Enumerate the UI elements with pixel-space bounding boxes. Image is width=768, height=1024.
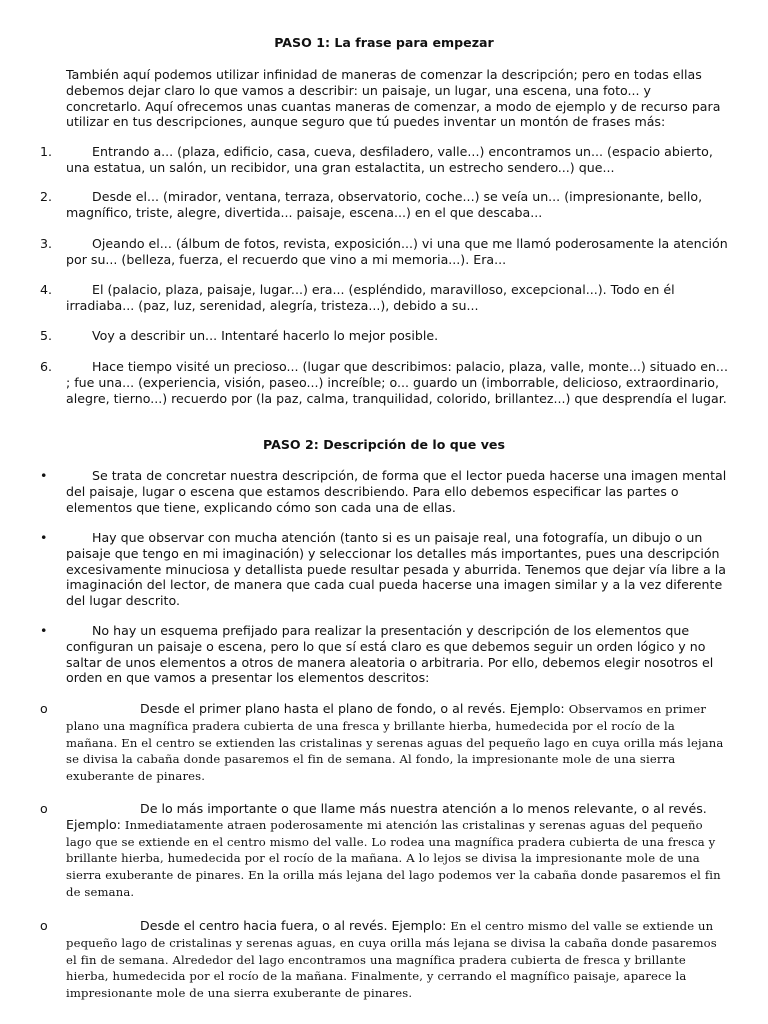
- sub-item-example: Observamos en primer plano una magnífica pradera cubierta de una fresca y brillante hierba, humedecida por el rocío de la mañana. En el centro se extienden las cristalinas y serenas aguas del pequeño lago en cuya orilla más lejana se divisa la cabaña donde pasaremos el fin de semana. Al fondo, la impresionante mole de una sierra exuberante de pinares.: [66, 702, 724, 784]
- sub-marker: o: [40, 701, 48, 716]
- bullet-text: Hay que observar con mucha atención (tanto si es un paisaje real, una fotografía, un dibujo o un paisaje que tengo en mi imaginación) y seleccionar los detalles más importantes, pues una descripción excesivamente minuciosa y detallista puede resultar pesada y aburrida. Tenemos que dejar vía libre a la imaginación del lector, de manera que cada cual pueda hacerse una imagen similar y a la vez diferente del lugar descrito.: [66, 530, 726, 609]
- sub-item-lead: Desde el centro hacia fuera, o al revés. Ejemplo:: [140, 918, 451, 933]
- list-number: 3.: [40, 236, 53, 251]
- bullet-text: Se trata de concretar nuestra descripción, de forma que el lector pueda hacerse una imagen mental del paisaje, lugar o escena que estamos describiendo. Para ello debemos especificar las partes o elementos que tiene, explicando cómo son cada una de ellas.: [66, 468, 727, 515]
- list-item-text: Desde el... (mirador, ventana, terraza, observatorio, coche...) se veía un... (impresionante, bello, magnífico, triste, alegre, divertida... paisaje, escena...) en el que descaba...: [66, 189, 703, 220]
- bullet-marker: •: [40, 468, 48, 483]
- bullet-marker: •: [40, 623, 48, 638]
- paso1-heading: PASO 1: La frase para empezar: [274, 35, 494, 50]
- sub-item-lead: Desde el primer plano hasta el plano de fondo, o al revés. Ejemplo:: [140, 701, 569, 716]
- list-item-text: Voy a describir un... Intentaré hacerlo lo mejor posible.: [92, 328, 439, 343]
- list-item-text: Entrando a... (plaza, edificio, casa, cueva, desfiladero, valle...) encontramos un... (espacio abierto, una estatua, un salón, un recibidor, una gran estalactita, un estrecho sendero...) que...: [66, 144, 713, 175]
- list-number: 6.: [40, 359, 53, 374]
- list-item-text: El (palacio, plaza, paisaje, lugar...) era... (espléndido, maravilloso, excepcional...). Todo en él irradiaba... (paz, luz, serenidad, alegría, tristeza...), debido a su...: [66, 282, 675, 313]
- bullet-text: No hay un esquema prefijado para realizar la presentación y descripción de los elementos que configuran un paisaje o escena, pero lo que sí está claro es que debemos seguir un orden lógico y no saltar de unos elementos a otros de manera aleatoria o arbitraria. Por ello, debemos elegir nosotros el orden en que vamos a presentar los elementos descritos:: [66, 623, 714, 686]
- list-number: 1.: [40, 144, 53, 159]
- list-number: 4.: [40, 282, 53, 297]
- list-number: 5.: [40, 328, 53, 343]
- bullet-marker: •: [40, 530, 48, 545]
- sub-marker: o: [40, 918, 48, 933]
- sub-item-example: En el centro mismo del valle se extiende un pequeño lago de cristalinas y serenas aguas, en cuya orilla más lejana se divisa la cabaña donde pasaremos el fin de semana. Alrededor del lago encontramos una magnífica pradera cubierta de fresca y brillante hierba, humedecida por el rocío de la mañana. Finalmente, y cerrando el magnífico paisaje, aparece la impresionante mole de una sierra exuberante de pinares.: [66, 919, 717, 1001]
- list-number: 2.: [40, 189, 53, 204]
- list-item-text: Ojeando el... (álbum de fotos, revista, exposición...) vi una que me llamó poderosamente la atención por su... (belleza, fuerza, el recuerdo que vino a mi memoria...). Era...: [66, 236, 728, 267]
- sub-item-lead: De lo más importante o que llame más nuestra atención a lo menos relevante, o al revés. Ejemplo:: [66, 801, 707, 832]
- paso1-intro: También aquí podemos utilizar infinidad de maneras de comenzar la descripción; pero en todas ellas debemos dejar claro lo que vamos a describir: un paisaje, un lugar, una escena, una foto... y concretarlo. Aquí ofrecemos unas cuantas maneras de comenzar, a modo de ejemplo y de recurso para utilizar en tus descripciones, aunque seguro que tú puedes inventar un montón de frases más:: [66, 67, 721, 130]
- paso2-heading: PASO 2: Descripción de lo que ves: [263, 437, 505, 452]
- list-item-text: Hace tiempo visité un precioso... (lugar que describimos: palacio, plaza, valle, monte...) situado en... ; fue una... (experiencia, visión, paseo...) increíble; o... guardo un (imborrable, delicioso, extraordinario, alegre, tierno...) recuerdo por (la paz, calma, tranquilidad, colorido, brillantez...) que desprendía el lugar.: [66, 359, 728, 406]
- sub-item-example: Inmediatamente atraen poderosamente mi atención las cristalinas y serenas aguas del pequeño lago que se extiende en el centro mismo del valle. Lo rodea una magnífica pradera cubierta de una fresca y brillante hierba, humedecida por el rocío de la mañana. A lo lejos se divisa la impresionante mole de una sierra exuberante de pinares. En la orilla más lejana del lago podemos ver la cabaña donde pasaremos el fin de semana.: [66, 817, 721, 899]
- sub-marker: o: [40, 801, 48, 816]
